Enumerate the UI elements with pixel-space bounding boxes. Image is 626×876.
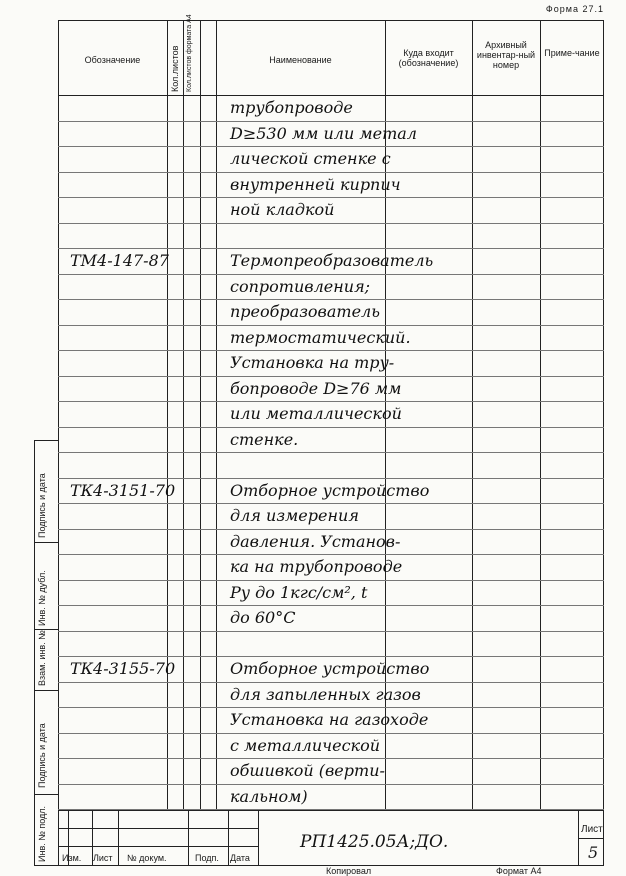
row-designation: ТК4-3155-70	[70, 659, 176, 678]
row-name: термостатический.	[230, 327, 411, 347]
row-name: D≥530 мм или метал	[230, 123, 417, 143]
table-row	[58, 605, 604, 631]
header-name: Наименование	[269, 55, 332, 65]
table-row	[58, 299, 604, 325]
row-name: внутренней кирпич	[230, 174, 401, 194]
row-name: Отборное устройство	[230, 480, 430, 500]
table-row	[58, 503, 604, 529]
table-row	[58, 172, 604, 198]
stamp-col-date: Дата	[230, 853, 250, 863]
table-row	[58, 784, 604, 810]
row-name: Термопреобразователь	[230, 251, 434, 270]
table-row	[58, 325, 604, 351]
table-row	[58, 733, 604, 759]
stamp-col-doc: № докум.	[127, 853, 167, 863]
row-name: трубопроводе	[230, 98, 353, 117]
header-note: Приме-чание	[544, 48, 600, 58]
row-name: до 60°С	[230, 608, 296, 627]
table-row	[58, 580, 604, 606]
row-name: сопротивления;	[230, 276, 371, 296]
stamp-col-sign: Подп.	[195, 853, 219, 863]
strip-label-inv-dubl: Инв. № дубл.	[37, 570, 47, 626]
row-name: ка на трубопроводе	[230, 557, 403, 576]
table-row	[58, 197, 604, 223]
stamp-col-list: Лист	[93, 853, 113, 863]
row-name: для запыленных газов	[230, 684, 421, 704]
table-row	[58, 95, 604, 121]
table-row	[58, 478, 604, 504]
header-designation: Обозначение	[84, 55, 141, 65]
strip-label-sign-date-1: Подпись и дата	[37, 723, 47, 788]
table-row	[58, 401, 604, 427]
table-row	[58, 350, 604, 376]
table-row	[58, 758, 604, 784]
row-name: обшивкой (верти-	[230, 761, 385, 780]
row-name: стенке.	[230, 429, 299, 449]
header-qty-sheets-a4: Кол.листов формата А4	[186, 14, 193, 92]
row-name: с металлической	[230, 735, 381, 755]
stamp-sheet-label: Лист	[581, 824, 603, 835]
row-name: или металлической	[230, 404, 402, 423]
row-designation: ТМ4-147-87	[70, 251, 169, 270]
row-name: для измерения	[230, 506, 359, 525]
header-qty-sheets: Кол.листов	[170, 45, 180, 92]
table-row	[58, 427, 604, 453]
row-name: ной кладкой	[230, 200, 335, 219]
row-designation: ТК4-3151-70	[70, 480, 176, 500]
table-row	[58, 121, 604, 147]
footer-copied: Копировал	[326, 866, 372, 876]
row-name: преобразователь	[230, 302, 380, 321]
form-label: Форма 27.1	[545, 4, 604, 14]
table-row	[58, 376, 604, 402]
table-row	[58, 631, 604, 657]
row-name: Установка на тру-	[230, 353, 395, 372]
table-row	[58, 682, 604, 708]
row-name: Ру до 1кгс/см², t	[230, 582, 368, 602]
strip-label-vzam-inv: Взам. инв. №	[37, 630, 47, 686]
table-row	[58, 248, 604, 274]
header-archive: Архивный инвентар-ный номер	[476, 40, 536, 70]
row-name: Отборное устройство	[230, 659, 430, 678]
table-row	[58, 707, 604, 733]
table-row	[58, 529, 604, 555]
row-name: лической стенке с	[230, 149, 391, 168]
table-row	[58, 146, 604, 172]
stamp-col-izm: Изм.	[62, 853, 82, 863]
table-row	[58, 554, 604, 580]
row-name: давления. Установ-	[230, 531, 401, 551]
table-row	[58, 274, 604, 300]
row-name: Установка на газоходе	[230, 710, 429, 729]
table-row	[58, 452, 604, 478]
row-name: кальном)	[230, 786, 308, 806]
stamp-sheet-number: 5	[588, 843, 599, 862]
table-row	[58, 223, 604, 249]
stamp-doc-code: РП1425.05А;ДО.	[300, 832, 449, 852]
table-row	[58, 656, 604, 682]
footer-format: Формат А4	[496, 866, 542, 876]
header-where-included: Куда входит (обозначение)	[398, 48, 459, 68]
strip-label-inv-podl: Инв. № подл.	[37, 805, 47, 862]
row-name: бопроводе D≥76 мм	[230, 378, 402, 398]
strip-label-sign-date-2: Подпись и дата	[37, 473, 47, 538]
